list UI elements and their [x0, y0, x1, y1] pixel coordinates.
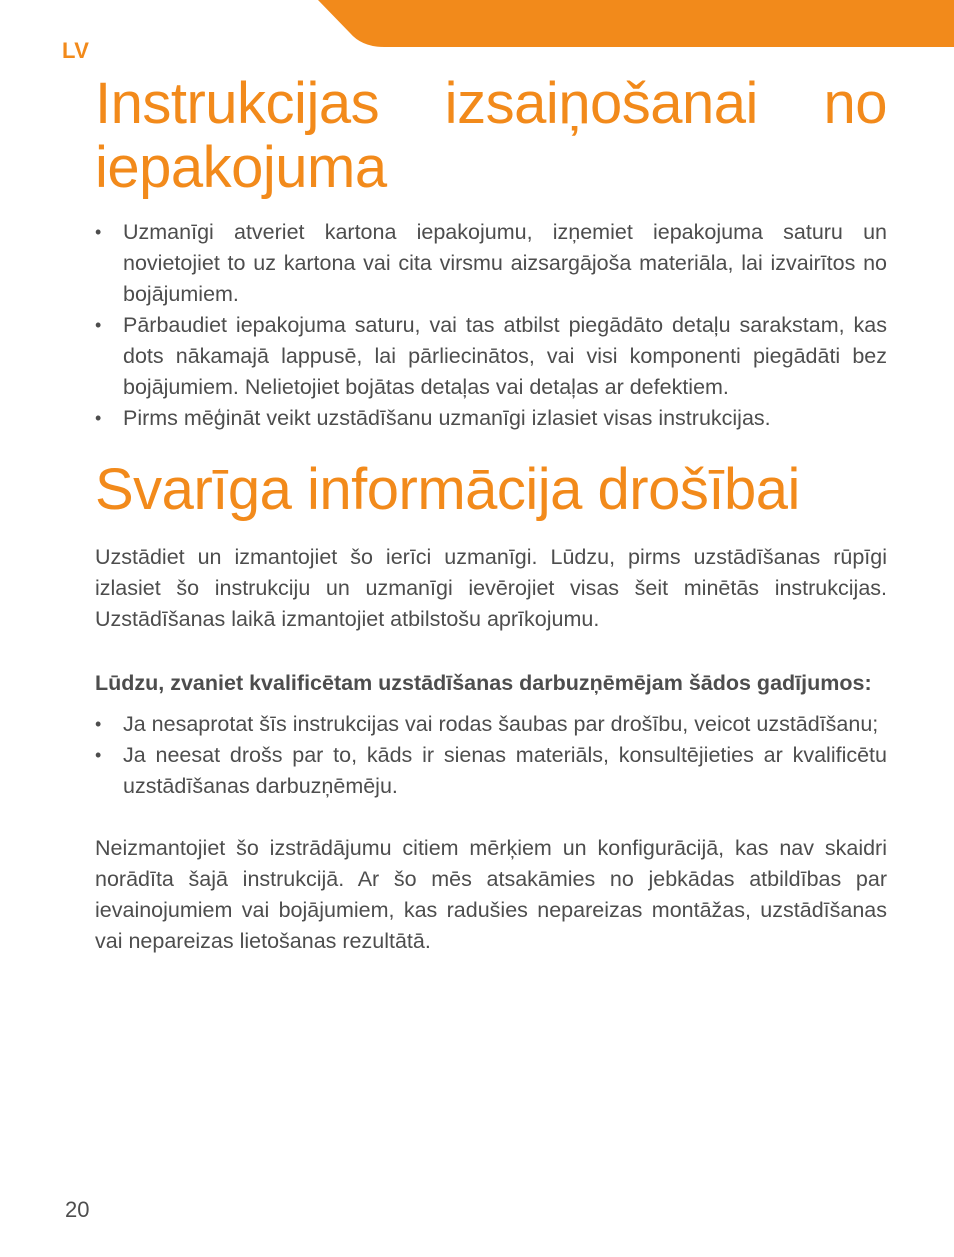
call-contractor-heading: Lūdzu, zvaniet kvalificētam uzstādīšanas darbuzņēmējam šādos gadījumos: [95, 671, 872, 695]
section-title-unpacking: Instrukcijas izsaiņošanai no iepakojuma [95, 71, 887, 200]
list-item: • Uzmanīgi atveriet kartona iepakojumu, izņemiet iepakojuma saturu un novietojiet to uz kartona vai cita virsmu aizsargājoša materiāla, lai izvairītos no bojājumiem. [95, 217, 887, 310]
list-item: • Pirms mēģināt veikt uzstādīšanu uzmanīgi izlasiet visas instrukcijas. [95, 403, 887, 434]
page-content [95, 72, 887, 957]
list-item: • Ja nesaprotat šīs instrukcijas vai rodas šaubas par drošību, veicot uzstādīšanu; [95, 709, 887, 740]
unpacking-list [95, 217, 887, 434]
safety-intro: Uzstādiet un izmantojiet šo ierīci uzmanīgi. Lūdzu, pirms uzstādīšanas rūpīgi izlasiet šo instrukciju un uzmanīgi ievērojiet visas šeit minētās instrukcijas. Uzstādīšanas laikā izmantojiet atbilstošu aprīkojumu. [95, 545, 887, 631]
header-orange-tab [0, 0, 954, 50]
section-title-safety: Svarīga informācija drošībai [95, 457, 800, 522]
page-number: 20 [65, 1197, 90, 1222]
contractor-cases-list [95, 709, 887, 802]
language-code: LV [62, 38, 90, 63]
liability-disclaimer: Neizmantojiet šo izstrādājumu citiem mērķiem un konfigurācijā, kas nav skaidri norādīta šajā instrukcijā. Ar šo mēs atsakāmies no jebkādas atbildības par ievainojumiem vai bojājumiem, kas radušies nepareizas montāžas, uzstādīšanas vai nepareizas lietošanas rezultātā. [95, 836, 887, 953]
list-item: • Pārbaudiet iepakojuma saturu, vai tas atbilst piegādāto detaļu sarakstam, kas dots nākamajā lappusē, lai pārliecinātos, vai visi komponenti piegādāti bez bojājumiem. Nelietojiet bojātas detaļas vai detaļas ar defektiem. [95, 310, 887, 403]
list-item: • Ja neesat drošs par to, kāds ir sienas materiāls, konsultējieties ar kvalificētu uzstādīšanas darbuzņēmēju. [95, 740, 887, 802]
